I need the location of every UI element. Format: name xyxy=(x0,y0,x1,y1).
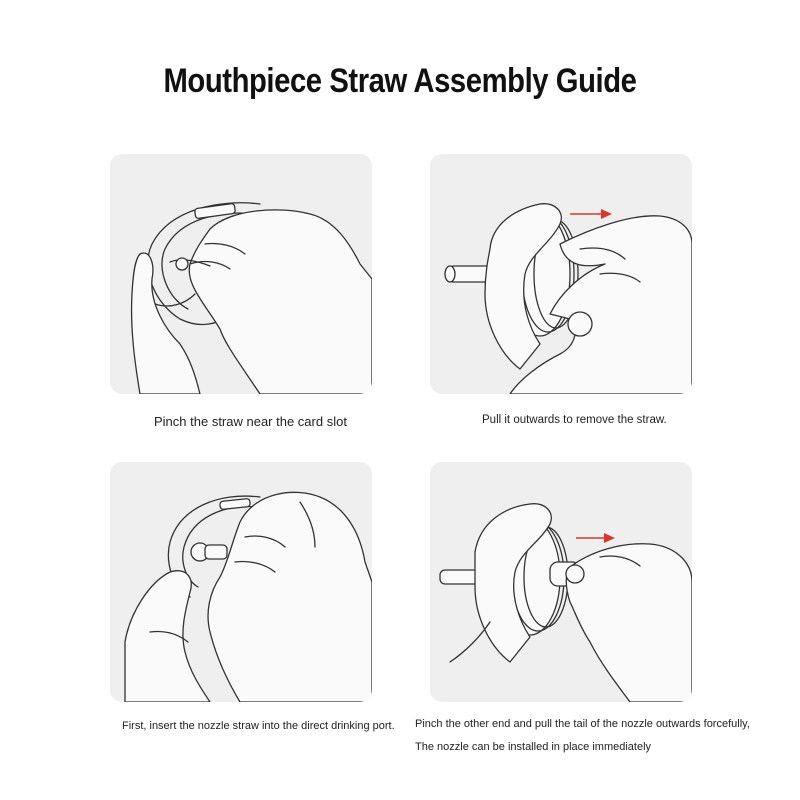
step-3-caption: First, insert the nozzle straw into the direct drinking port. xyxy=(122,720,395,732)
step-4-caption-line-1: Pinch the other end and pull the tail of the nozzle outwards forcefully, xyxy=(415,718,750,730)
page-title: Mouthpiece Straw Assembly Guide xyxy=(163,62,637,100)
step-2-caption: Pull it outwards to remove the straw. xyxy=(482,414,667,426)
step-3-illustration xyxy=(110,462,372,702)
step-4-illustration xyxy=(430,462,692,702)
step-1-illustration xyxy=(110,154,372,394)
step-1-caption: Pinch the straw near the card slot xyxy=(154,414,347,429)
step-2-illustration xyxy=(430,154,692,394)
step-4-caption-line-2: The nozzle can be installed in place immediately xyxy=(415,741,652,753)
